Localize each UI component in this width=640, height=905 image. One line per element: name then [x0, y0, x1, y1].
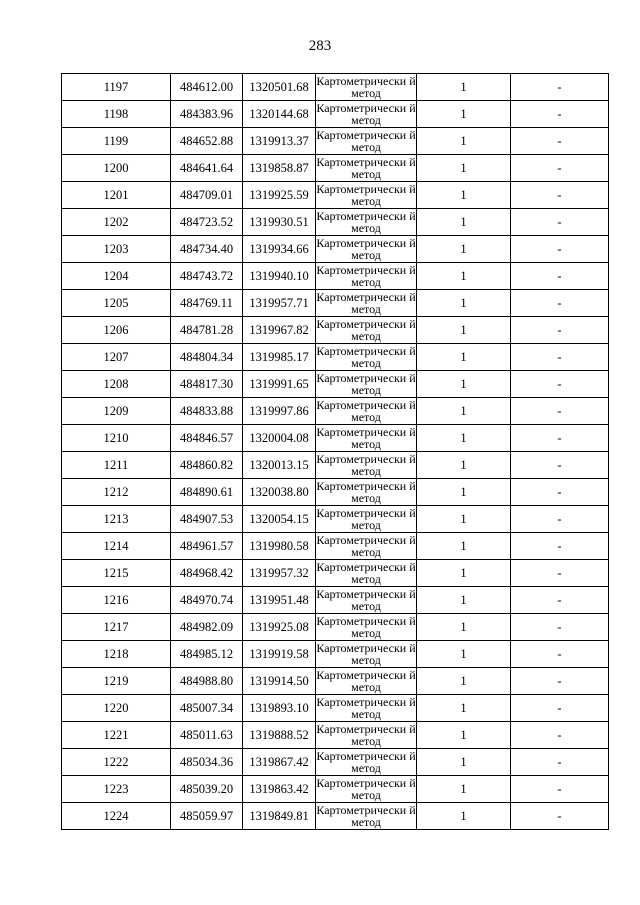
method-cell: Картометрически й метод	[316, 560, 416, 586]
accuracy-cell: 1	[417, 560, 511, 587]
method-cell: Картометрически й метод	[316, 506, 416, 532]
note-cell: -	[511, 614, 609, 641]
note-cell: -	[511, 641, 609, 668]
y-coordinate-cell: 1319867.42	[243, 749, 316, 776]
y-coordinate-cell: 1319985.17	[243, 344, 316, 371]
y-coordinate-cell: 1319914.50	[243, 668, 316, 695]
method-cell: Картометрически й метод	[316, 182, 416, 208]
point-number-cell: 1222	[62, 749, 171, 776]
method-cell: Картометрически й метод	[316, 668, 416, 694]
y-coordinate-cell: 1319957.71	[243, 290, 316, 317]
table-row	[62, 479, 609, 506]
table-row	[62, 317, 609, 344]
method-cell: Картометрически й метод	[316, 101, 416, 127]
y-coordinate-cell: 1319858.87	[243, 155, 316, 182]
note-cell: -	[511, 398, 609, 425]
note-cell: -	[511, 506, 609, 533]
y-coordinate-cell: 1319888.52	[243, 722, 316, 749]
note-cell: -	[511, 74, 609, 101]
note-cell: -	[511, 317, 609, 344]
accuracy-cell: 1	[417, 533, 511, 560]
note-cell: -	[511, 425, 609, 452]
x-coordinate-cell: 484985.12	[171, 641, 243, 668]
table-row	[62, 641, 609, 668]
table-row	[62, 290, 609, 317]
method-cell: Картометрически й метод	[316, 749, 416, 775]
x-coordinate-cell: 484723.52	[171, 209, 243, 236]
accuracy-cell: 1	[417, 803, 511, 830]
note-cell: -	[511, 290, 609, 317]
x-coordinate-cell: 484641.64	[171, 155, 243, 182]
accuracy-cell: 1	[417, 587, 511, 614]
point-number-cell: 1219	[62, 668, 171, 695]
point-number-cell: 1203	[62, 236, 171, 263]
table-row	[62, 74, 609, 101]
table-row	[62, 722, 609, 749]
note-cell: -	[511, 371, 609, 398]
accuracy-cell: 1	[417, 128, 511, 155]
note-cell: -	[511, 101, 609, 128]
y-coordinate-cell: 1320054.15	[243, 506, 316, 533]
note-cell: -	[511, 452, 609, 479]
method-cell: Картометрически й метод	[316, 74, 416, 100]
method-cell: Картометрически й метод	[316, 533, 416, 559]
point-number-cell: 1209	[62, 398, 171, 425]
note-cell: -	[511, 803, 609, 830]
x-coordinate-cell: 484781.28	[171, 317, 243, 344]
table-row	[62, 182, 609, 209]
note-cell: -	[511, 479, 609, 506]
x-coordinate-cell: 484961.57	[171, 533, 243, 560]
accuracy-cell: 1	[417, 263, 511, 290]
accuracy-cell: 1	[417, 479, 511, 506]
method-cell: Картометрически й метод	[316, 290, 416, 316]
accuracy-cell: 1	[417, 182, 511, 209]
x-coordinate-cell: 484804.34	[171, 344, 243, 371]
point-number-cell: 1201	[62, 182, 171, 209]
note-cell: -	[511, 182, 609, 209]
point-number-cell: 1199	[62, 128, 171, 155]
y-coordinate-cell: 1319997.86	[243, 398, 316, 425]
note-cell: -	[511, 155, 609, 182]
x-coordinate-cell: 484907.53	[171, 506, 243, 533]
point-number-cell: 1205	[62, 290, 171, 317]
y-coordinate-cell: 1320013.15	[243, 452, 316, 479]
x-coordinate-cell: 484612.00	[171, 74, 243, 101]
method-cell: Картометрически й метод	[316, 479, 416, 505]
y-coordinate-cell: 1319934.66	[243, 236, 316, 263]
point-number-cell: 1206	[62, 317, 171, 344]
x-coordinate-cell: 485039.20	[171, 776, 243, 803]
table-row	[62, 695, 609, 722]
accuracy-cell: 1	[417, 371, 511, 398]
x-coordinate-cell: 484652.88	[171, 128, 243, 155]
y-coordinate-cell: 1319967.82	[243, 317, 316, 344]
table-row	[62, 128, 609, 155]
table-row	[62, 344, 609, 371]
table-row	[62, 236, 609, 263]
point-number-cell: 1217	[62, 614, 171, 641]
accuracy-cell: 1	[417, 317, 511, 344]
x-coordinate-cell: 484817.30	[171, 371, 243, 398]
accuracy-cell: 1	[417, 74, 511, 101]
x-coordinate-cell: 485034.36	[171, 749, 243, 776]
accuracy-cell: 1	[417, 209, 511, 236]
method-cell: Картометрически й метод	[316, 371, 416, 397]
table-row	[62, 776, 609, 803]
point-number-cell: 1215	[62, 560, 171, 587]
y-coordinate-cell: 1319893.10	[243, 695, 316, 722]
table-row	[62, 668, 609, 695]
x-coordinate-cell: 484970.74	[171, 587, 243, 614]
point-number-cell: 1212	[62, 479, 171, 506]
method-cell: Картометрически й метод	[316, 236, 416, 262]
y-coordinate-cell: 1319980.58	[243, 533, 316, 560]
accuracy-cell: 1	[417, 668, 511, 695]
note-cell: -	[511, 587, 609, 614]
y-coordinate-cell: 1319930.51	[243, 209, 316, 236]
coordinates-table	[61, 73, 609, 830]
accuracy-cell: 1	[417, 101, 511, 128]
y-coordinate-cell: 1319863.42	[243, 776, 316, 803]
y-coordinate-cell: 1319957.32	[243, 560, 316, 587]
x-coordinate-cell: 484769.11	[171, 290, 243, 317]
y-coordinate-cell: 1320004.08	[243, 425, 316, 452]
table-row	[62, 560, 609, 587]
y-coordinate-cell: 1319913.37	[243, 128, 316, 155]
method-cell: Картометрически й метод	[316, 155, 416, 181]
x-coordinate-cell: 484968.42	[171, 560, 243, 587]
note-cell: -	[511, 236, 609, 263]
coordinates-table-body	[62, 74, 609, 830]
point-number-cell: 1204	[62, 263, 171, 290]
x-coordinate-cell: 484988.80	[171, 668, 243, 695]
point-number-cell: 1200	[62, 155, 171, 182]
y-coordinate-cell: 1319991.65	[243, 371, 316, 398]
table-row	[62, 452, 609, 479]
point-number-cell: 1197	[62, 74, 171, 101]
point-number-cell: 1216	[62, 587, 171, 614]
x-coordinate-cell: 484383.96	[171, 101, 243, 128]
method-cell: Картометрически й метод	[316, 722, 416, 748]
method-cell: Картометрически й метод	[316, 776, 416, 802]
y-coordinate-cell: 1320038.80	[243, 479, 316, 506]
note-cell: -	[511, 263, 609, 290]
y-coordinate-cell: 1319951.48	[243, 587, 316, 614]
note-cell: -	[511, 344, 609, 371]
accuracy-cell: 1	[417, 722, 511, 749]
note-cell: -	[511, 722, 609, 749]
method-cell: Картометрически й метод	[316, 641, 416, 667]
point-number-cell: 1224	[62, 803, 171, 830]
table-row	[62, 749, 609, 776]
method-cell: Картометрически й метод	[316, 128, 416, 154]
note-cell: -	[511, 749, 609, 776]
accuracy-cell: 1	[417, 749, 511, 776]
y-coordinate-cell: 1320144.68	[243, 101, 316, 128]
method-cell: Картометрически й метод	[316, 614, 416, 640]
point-number-cell: 1198	[62, 101, 171, 128]
accuracy-cell: 1	[417, 236, 511, 263]
method-cell: Картометрически й метод	[316, 425, 416, 451]
accuracy-cell: 1	[417, 290, 511, 317]
x-coordinate-cell: 484890.61	[171, 479, 243, 506]
x-coordinate-cell: 484833.88	[171, 398, 243, 425]
method-cell: Картометрически й метод	[316, 695, 416, 721]
table-row	[62, 101, 609, 128]
table-row	[62, 155, 609, 182]
method-cell: Картометрически й метод	[316, 263, 416, 289]
point-number-cell: 1211	[62, 452, 171, 479]
accuracy-cell: 1	[417, 425, 511, 452]
x-coordinate-cell: 484709.01	[171, 182, 243, 209]
method-cell: Картометрически й метод	[316, 398, 416, 424]
table-row	[62, 533, 609, 560]
accuracy-cell: 1	[417, 641, 511, 668]
point-number-cell: 1223	[62, 776, 171, 803]
point-number-cell: 1210	[62, 425, 171, 452]
table-row	[62, 209, 609, 236]
note-cell: -	[511, 668, 609, 695]
x-coordinate-cell: 485007.34	[171, 695, 243, 722]
note-cell: -	[511, 209, 609, 236]
x-coordinate-cell: 485059.97	[171, 803, 243, 830]
note-cell: -	[511, 695, 609, 722]
point-number-cell: 1202	[62, 209, 171, 236]
y-coordinate-cell: 1320501.68	[243, 74, 316, 101]
x-coordinate-cell: 484734.40	[171, 236, 243, 263]
accuracy-cell: 1	[417, 155, 511, 182]
point-number-cell: 1213	[62, 506, 171, 533]
table-row	[62, 587, 609, 614]
y-coordinate-cell: 1319925.08	[243, 614, 316, 641]
point-number-cell: 1208	[62, 371, 171, 398]
note-cell: -	[511, 776, 609, 803]
point-number-cell: 1207	[62, 344, 171, 371]
table-row	[62, 398, 609, 425]
table-row	[62, 803, 609, 830]
y-coordinate-cell: 1319925.59	[243, 182, 316, 209]
accuracy-cell: 1	[417, 695, 511, 722]
accuracy-cell: 1	[417, 614, 511, 641]
accuracy-cell: 1	[417, 398, 511, 425]
y-coordinate-cell: 1319940.10	[243, 263, 316, 290]
point-number-cell: 1220	[62, 695, 171, 722]
accuracy-cell: 1	[417, 452, 511, 479]
method-cell: Картометрически й метод	[316, 209, 416, 235]
point-number-cell: 1221	[62, 722, 171, 749]
y-coordinate-cell: 1319919.58	[243, 641, 316, 668]
x-coordinate-cell: 484860.82	[171, 452, 243, 479]
x-coordinate-cell: 485011.63	[171, 722, 243, 749]
page-number: 283	[308, 38, 332, 54]
method-cell: Картометрически й метод	[316, 803, 416, 829]
note-cell: -	[511, 128, 609, 155]
method-cell: Картометрически й метод	[316, 344, 416, 370]
method-cell: Картометрически й метод	[316, 452, 416, 478]
x-coordinate-cell: 484846.57	[171, 425, 243, 452]
table-row	[62, 506, 609, 533]
accuracy-cell: 1	[417, 776, 511, 803]
table-row	[62, 263, 609, 290]
table-row	[62, 614, 609, 641]
method-cell: Картометрически й метод	[316, 317, 416, 343]
note-cell: -	[511, 533, 609, 560]
point-number-cell: 1214	[62, 533, 171, 560]
note-cell: -	[511, 560, 609, 587]
point-number-cell: 1218	[62, 641, 171, 668]
x-coordinate-cell: 484743.72	[171, 263, 243, 290]
x-coordinate-cell: 484982.09	[171, 614, 243, 641]
accuracy-cell: 1	[417, 506, 511, 533]
table-row	[62, 371, 609, 398]
accuracy-cell: 1	[417, 344, 511, 371]
method-cell: Картометрически й метод	[316, 587, 416, 613]
table-row	[62, 425, 609, 452]
y-coordinate-cell: 1319849.81	[243, 803, 316, 830]
